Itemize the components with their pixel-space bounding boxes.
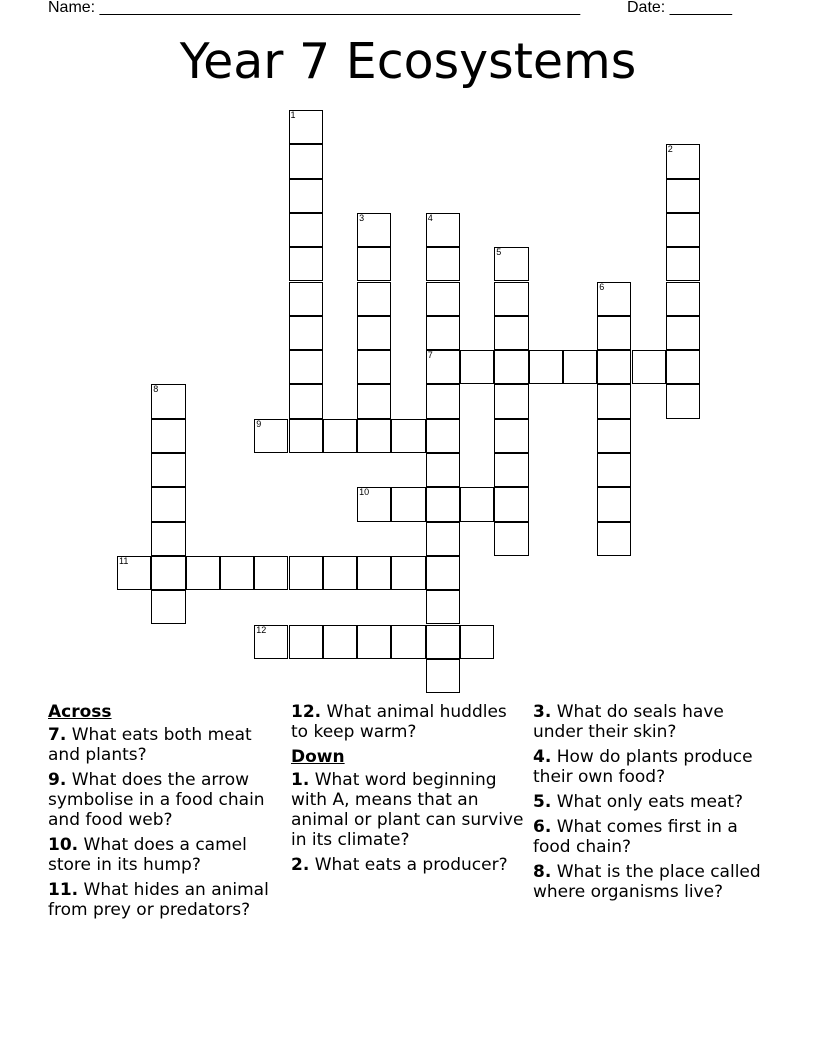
crossword-cell[interactable] (426, 384, 460, 418)
crossword-cell[interactable] (426, 247, 460, 281)
clue-across-11: 11. What hides an animal from prey or predators? (48, 880, 269, 920)
crossword-cell[interactable] (426, 625, 460, 659)
crossword-cell[interactable] (391, 419, 425, 453)
clue-down-4: 4. How do plants produce their own food? (533, 747, 753, 787)
crossword-cell[interactable] (597, 350, 631, 384)
crossword-cell[interactable] (597, 316, 631, 350)
clue-across-7: 7. What eats both meat and plants? (48, 725, 252, 765)
crossword-cell[interactable] (357, 556, 391, 590)
crossword-cell[interactable] (151, 384, 185, 418)
crossword-cell[interactable] (597, 522, 631, 556)
crossword-cell[interactable] (426, 487, 460, 521)
crossword-cell[interactable] (666, 144, 700, 178)
crossword-cell[interactable] (323, 556, 357, 590)
crossword-cell[interactable] (666, 247, 700, 281)
crossword-cell[interactable] (494, 453, 528, 487)
clue-number: 9 (256, 418, 262, 429)
crossword-cell[interactable] (666, 350, 700, 384)
crossword-cell[interactable] (426, 213, 460, 247)
crossword-cell[interactable] (494, 247, 528, 281)
crossword-cell[interactable] (289, 350, 323, 384)
crossword-cell[interactable] (426, 282, 460, 316)
crossword-cell[interactable] (117, 556, 151, 590)
crossword-cell[interactable] (494, 487, 528, 521)
crossword-cell[interactable] (357, 213, 391, 247)
crossword-cell[interactable] (494, 419, 528, 453)
crossword-cell[interactable] (323, 625, 357, 659)
crossword-cell[interactable] (494, 282, 528, 316)
crossword-cell[interactable] (289, 556, 323, 590)
clues-column-2 (291, 702, 527, 880)
crossword-cell[interactable] (357, 316, 391, 350)
crossword-cell[interactable] (632, 350, 666, 384)
crossword-cell[interactable] (529, 350, 563, 384)
crossword-cell[interactable] (666, 213, 700, 247)
crossword-cell[interactable] (254, 625, 288, 659)
crossword-cell[interactable] (151, 590, 185, 624)
crossword-cell[interactable] (666, 384, 700, 418)
clue-number: 12 (256, 624, 267, 635)
crossword-cell[interactable] (357, 282, 391, 316)
crossword-cell[interactable] (151, 453, 185, 487)
crossword-cell[interactable] (289, 213, 323, 247)
crossword-cell[interactable] (289, 625, 323, 659)
crossword-cell[interactable] (289, 282, 323, 316)
name-field[interactable]: Name: ______________________________________________________ (48, 0, 581, 16)
crossword-cell[interactable] (357, 625, 391, 659)
clues-column-3 (533, 702, 773, 907)
crossword-cell[interactable] (289, 247, 323, 281)
crossword-cell[interactable] (563, 350, 597, 384)
crossword-cell[interactable] (391, 625, 425, 659)
crossword-cell[interactable] (289, 419, 323, 453)
clue-number: 3 (359, 212, 365, 223)
clue-number: 11 (119, 555, 129, 566)
crossword-cell[interactable] (254, 419, 288, 453)
clue-number: 4 (427, 212, 433, 223)
crossword-cell[interactable] (289, 316, 323, 350)
clues-column-1 (48, 702, 284, 925)
clue-down-8: 8. What is the place called where organisms live? (533, 862, 761, 902)
down-heading: Down (291, 747, 345, 767)
crossword-cell[interactable] (597, 487, 631, 521)
clue-down-5: 5. What only eats meat? (533, 792, 744, 812)
crossword-cell[interactable] (289, 179, 323, 213)
clue-number: 1 (290, 110, 296, 120)
crossword-cell[interactable] (460, 350, 494, 384)
crossword-cell[interactable] (494, 316, 528, 350)
crossword-cell[interactable] (323, 419, 357, 453)
crossword-cell[interactable] (426, 522, 460, 556)
crossword-cell[interactable] (391, 487, 425, 521)
crossword-cell[interactable] (289, 110, 323, 144)
crossword-cell[interactable] (666, 179, 700, 213)
clue-number: 8 (153, 384, 159, 395)
clue-number: 6 (599, 281, 605, 292)
clue-down-2: 2. What eats a producer? (291, 855, 508, 875)
clue-number: 2 (667, 144, 673, 155)
page-title: Year 7 Ecosystems (179, 33, 637, 90)
crossword-cell[interactable] (151, 487, 185, 521)
clue-across-12: 12. What animal huddles to keep warm? (291, 702, 507, 742)
date-field[interactable]: Date: _______ (627, 0, 732, 16)
crossword-cell[interactable] (666, 316, 700, 350)
crossword-cell[interactable] (426, 453, 460, 487)
crossword-cell[interactable] (289, 384, 323, 418)
crossword-cell[interactable] (494, 522, 528, 556)
crossword-cell[interactable] (494, 350, 528, 384)
crossword-cell[interactable] (357, 384, 391, 418)
crossword-cell[interactable] (151, 522, 185, 556)
clue-down-1: 1. What word beginning with A, means that an animal or plant can survive in its climate? (291, 770, 524, 850)
crossword-cell[interactable] (186, 556, 220, 590)
crossword-cell[interactable] (426, 350, 460, 384)
crossword-cell[interactable] (357, 247, 391, 281)
across-heading: Across (48, 702, 112, 722)
crossword-cell[interactable] (597, 282, 631, 316)
crossword-cell[interactable] (597, 384, 631, 418)
crossword-cell[interactable] (426, 419, 460, 453)
crossword-cell[interactable] (426, 590, 460, 624)
crossword-cell[interactable] (391, 556, 425, 590)
crossword-cell[interactable] (151, 419, 185, 453)
clue-down-6: 6. What comes first in a food chain? (533, 817, 738, 857)
crossword-cell[interactable] (460, 487, 494, 521)
crossword-cell[interactable] (426, 659, 460, 693)
clue-number: 10 (359, 487, 370, 498)
clue-number: 7 (427, 350, 433, 361)
crossword-cell[interactable] (460, 625, 494, 659)
crossword-cell[interactable] (220, 556, 254, 590)
crossword-cell[interactable] (597, 419, 631, 453)
crossword-cell[interactable] (151, 556, 185, 590)
clue-across-9: 9. What does the arrow symbolise in a food chain and food web? (48, 770, 265, 830)
crossword-cell[interactable] (357, 419, 391, 453)
crossword-cell[interactable] (426, 316, 460, 350)
crossword-cell[interactable] (357, 350, 391, 384)
crossword-cell[interactable] (597, 453, 631, 487)
crossword-cell[interactable] (357, 487, 391, 521)
crossword-cell[interactable] (254, 556, 288, 590)
crossword-cell[interactable] (666, 282, 700, 316)
clue-down-3: 3. What do seals have under their skin? (533, 702, 724, 742)
crossword-cell[interactable] (494, 384, 528, 418)
crossword-cell[interactable] (289, 144, 323, 178)
clue-number: 5 (496, 247, 502, 258)
crossword-cell[interactable] (426, 556, 460, 590)
clue-across-10: 10. What does a camel store in its hump? (48, 835, 247, 875)
